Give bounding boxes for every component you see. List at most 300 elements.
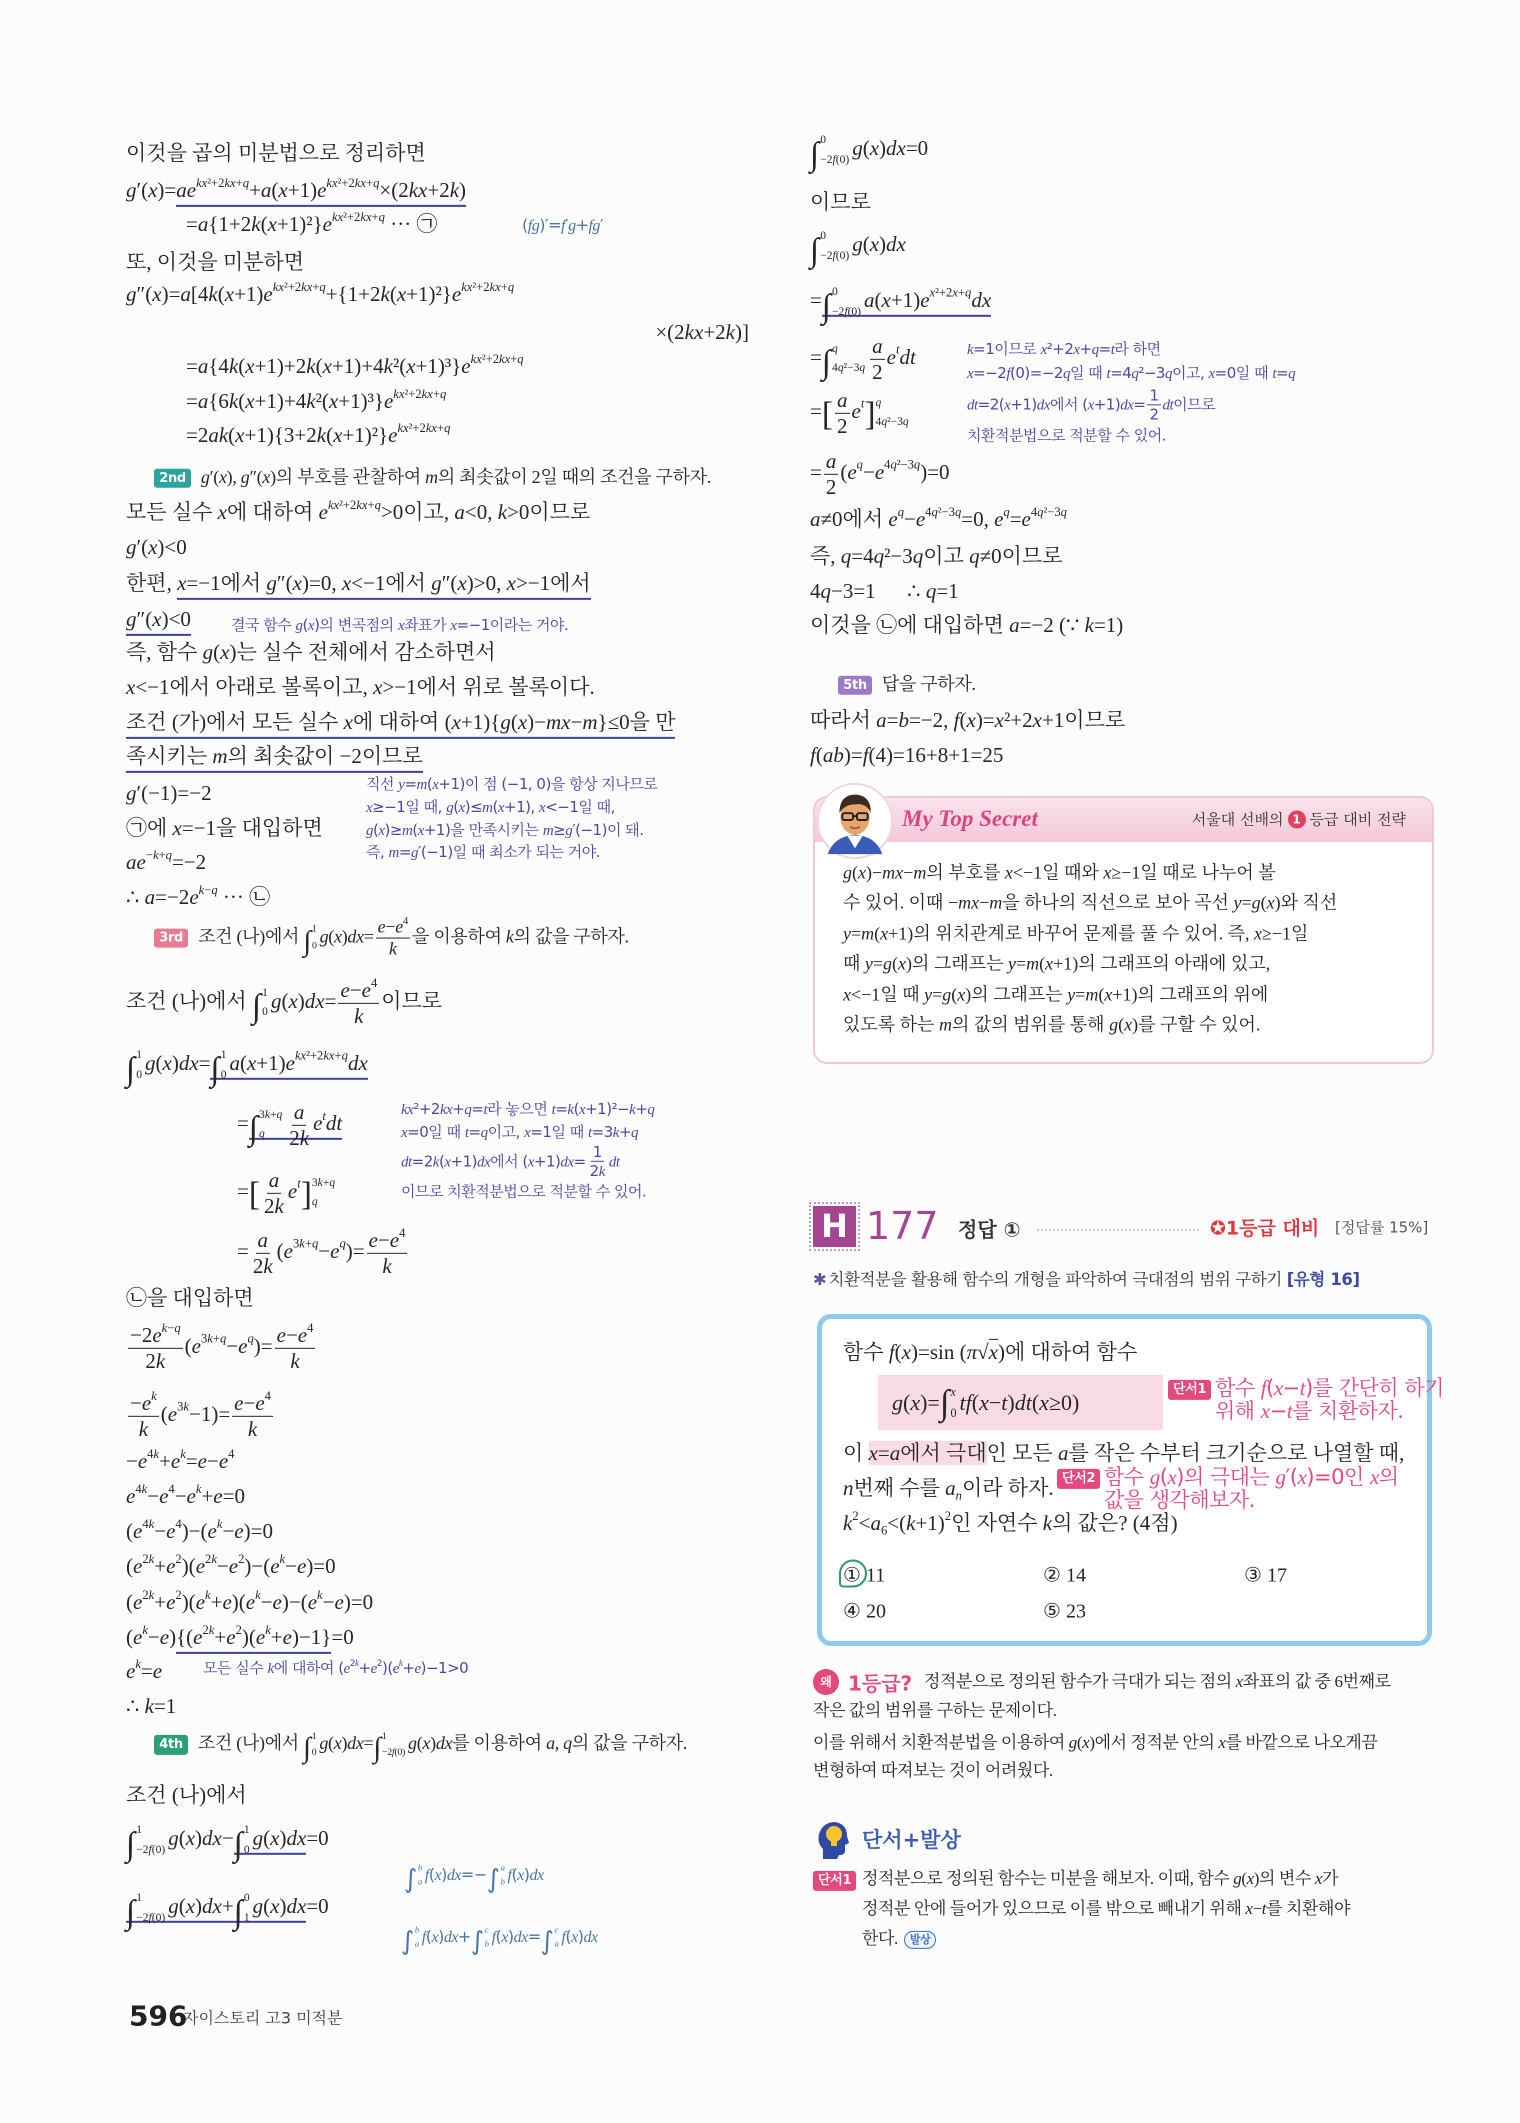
sup-math-fragment: −k+q [145, 847, 172, 862]
sup-math-fragment: 2 [175, 1551, 182, 1566]
sup-math-fragment [247, 1332, 253, 1346]
v-math-fragment: k [251, 211, 261, 236]
v-math-fragment: g [240, 466, 250, 487]
v-math-fragment: q [259, 1128, 265, 1141]
k-math-fragment: 의 [951, 1014, 970, 1036]
v-math-fragment: x [1297, 1464, 1307, 1489]
topic-text: 치환적분을 활용해 함수의 개형을 파악하여 극대점의 범위 구하기 [828, 1270, 1287, 1289]
v-math-fragment: kx [461, 279, 473, 294]
v-math-fragment: x [1082, 1732, 1090, 1752]
v-math-fragment: x [333, 422, 343, 447]
k-math-fragment: 있어 [864, 892, 900, 914]
v-math-fragment: k [208, 1622, 215, 1637]
v-math-fragment: q [517, 351, 524, 366]
k-math-fragment: 하자 [1007, 1475, 1049, 1500]
v-math-fragment: x [1004, 862, 1013, 883]
line-through-note: x≥−1일 때, g(x)≤m(x+1), x<−1일 때, [366, 798, 615, 817]
k-math-fragment: 극대가 [1111, 1671, 1160, 1692]
k-math-fragment: 의 [926, 862, 944, 884]
den-math-fragment: 2k [252, 1253, 273, 1278]
sup-math-fragment: kx²+2kx+q [393, 386, 447, 401]
k-math-fragment: 에 [897, 612, 918, 637]
page-number: 596 [129, 1999, 188, 2033]
choice-3[interactable] [1244, 1563, 1287, 1588]
sup-math-fragment: 2 [238, 1551, 245, 1566]
k-math-fragment: 나 [178, 1782, 200, 1807]
v-math-fragment: q [897, 504, 904, 519]
k-math-fragment: 에서 [385, 570, 426, 595]
k-math-fragment: 를 [1068, 1440, 1089, 1465]
line-through-note: 직선 y=m(x+1)이 점 (−1, 0)을 항상 지나므로 [366, 775, 658, 794]
v-math-fragment: a [554, 1938, 559, 1949]
k-math-fragment: 때와 [1064, 862, 1099, 884]
lsup-math-fragment: 1 [136, 1891, 142, 1904]
v-math-fragment: dt [608, 1154, 620, 1171]
lsub-math-fragment: 0 [220, 1068, 227, 1081]
lim-math-fragment [501, 1863, 505, 1887]
v-math-fragment: k [265, 1622, 271, 1637]
k-math-fragment: 이것을 [810, 612, 871, 637]
k-math-fragment: 어려웠다 [984, 1760, 1049, 1781]
v-math-fragment: y [843, 923, 851, 944]
k-math-fragment: 밖으로 [1105, 1898, 1154, 1919]
v-math-fragment: a [293, 1099, 305, 1124]
k-math-fragment: 크기순으로 [1205, 1440, 1308, 1465]
senior-avatar-icon [816, 782, 894, 860]
v-math-fragment: q [881, 416, 888, 429]
k-math-fragment: 이므로 [529, 499, 591, 524]
k-math-fragment: 안에 [913, 1898, 946, 1919]
v-math-fragment: e [395, 916, 403, 937]
difficulty-text: 1등급 대비 [1225, 1217, 1320, 1240]
k-math-fragment: 또 [126, 249, 147, 274]
k-math-fragment: 의 [513, 926, 531, 948]
ul-math-fragment [248, 1099, 343, 1150]
solution-line: $=a\{4k(x+1)+2k(x+1)+4k^2(x+1)^3\}e^{kx^2+2kx+q}$ [186, 351, 524, 378]
k-math-fragment: 빼내기 [1157, 1898, 1206, 1919]
substitution-note: dt=2(x+1)dx에서 (x+1)dx= $\frac{1}{2}$ dt이므로 [967, 386, 1216, 424]
int-math-fragment: ∫ [373, 1731, 381, 1764]
solution-line: =[ $\frac{a}{2}$ $e^t$] q 4q²−3q [810, 387, 909, 438]
v-math-fragment: e [263, 281, 273, 306]
clue-badge: 단서1 [1168, 1380, 1211, 1400]
v-math-fragment: x [457, 570, 467, 595]
v-math-fragment: x [245, 353, 255, 378]
v-math-fragment: x [270, 1826, 280, 1851]
frac-math-fragment [1147, 387, 1160, 422]
v-math-fragment: g [319, 1732, 329, 1753]
k-math-fragment: 점 [483, 775, 498, 794]
k-math-fragment: 항상 [569, 775, 598, 794]
frac-math-fragment [835, 389, 850, 437]
clue-1-text: 위해 x−t를 치환하자. [1215, 1398, 1404, 1423]
top-secret-title: My Top Secret [902, 806, 1038, 831]
k-math-fragment: 대하여 [252, 499, 314, 524]
v-math-fragment: q [563, 1732, 572, 1753]
sup-math-fragment [217, 1517, 223, 1531]
v-math-fragment: a [870, 1510, 881, 1535]
lsup-math-fragment: 1 [311, 923, 317, 935]
k-math-fragment: 치환적분법을 [900, 1732, 997, 1753]
k-math-fragment: 한다 [862, 1928, 895, 1949]
k-math-fragment: 가 [1321, 1868, 1339, 1889]
k-math-fragment: 일 [1235, 364, 1250, 383]
v-math-fragment: g [446, 800, 454, 817]
k-math-fragment: 때로 [1162, 862, 1198, 884]
k-math-fragment: 인 [986, 1440, 1007, 1465]
k-math-fragment: 볼 [1258, 862, 1276, 884]
v-math-fragment: y [398, 777, 405, 794]
k-math-fragment: 함수 [1197, 1868, 1230, 1889]
k-math-fragment: 조건 [126, 709, 167, 734]
lsub-math-fragment [415, 1939, 419, 1949]
lsub-math-fragment: 4q²−3q [875, 416, 909, 429]
k-math-fragment: 조건을 [600, 466, 652, 488]
k-math-fragment: 실수 [235, 1659, 264, 1678]
v-math-fragment: e [287, 1178, 298, 1203]
k-math-fragment: 만 [655, 709, 676, 734]
k-math-fragment: 의 [319, 616, 334, 635]
v-math-fragment: e [234, 1518, 244, 1543]
v-math-fragment: x [343, 709, 353, 734]
type-tag: [유형 16] [1286, 1270, 1360, 1289]
sup-math-fragment [151, 1389, 157, 1403]
num-math-fragment: $-2e^{k-q}$ [130, 1320, 181, 1347]
int-math-fragment: ∫ [404, 1863, 417, 1894]
k-math-fragment: 모든 [126, 499, 167, 524]
v-math-fragment: k [843, 1510, 853, 1535]
solution-line: 즉, q=4q²−3q이고 q≠0이므로 [810, 543, 1063, 568]
v-math-fragment: t [588, 1125, 592, 1142]
k-math-fragment: 에 [147, 815, 168, 840]
v-math-fragment: kx [425, 420, 438, 435]
k-math-fragment: 를 [1266, 1898, 1283, 1919]
v-math-fragment: x [224, 281, 235, 306]
sup-math-fragment [857, 458, 863, 472]
v-math-fragment: e [915, 506, 926, 531]
lsup-math-fragment: 0 [820, 229, 826, 242]
v-math-fragment: g [126, 177, 137, 202]
lsup-math-fragment [555, 1925, 559, 1935]
lim-math-fragment [221, 1050, 227, 1081]
v-math-fragment: x [988, 1339, 998, 1364]
v-math-fragment: a [945, 1475, 956, 1500]
k-math-fragment: 직선 [366, 775, 394, 794]
step-text: 조건 (나)에서 ∫ 1 0 g(x)dx= $\frac{e-e^4}{k}$ 을 이용하여 k의 값을 구하자. [198, 914, 629, 959]
choice-4[interactable] [843, 1599, 886, 1624]
k-math-fragment: 값을 [534, 926, 570, 948]
k-math-fragment: 값을 [593, 1732, 628, 1754]
den-math-fragment: 2k [264, 1193, 284, 1218]
sup-math-fragment: 4 [370, 975, 378, 990]
v-math-fragment: f [507, 1866, 512, 1884]
v-math-fragment: e [195, 1553, 206, 1578]
lsup-math-fragment [415, 1925, 419, 1935]
k-math-fragment: 을 [147, 1285, 168, 1310]
v-math-fragment: x [1260, 1398, 1270, 1423]
k-math-fragment: 나 [242, 926, 260, 948]
v-math-fragment: q [378, 209, 385, 224]
v-math-fragment: x [1073, 342, 1080, 359]
v-math-fragment: x [843, 984, 851, 1005]
v-math-fragment: x [979, 1389, 989, 1415]
v-math-fragment: f [391, 1747, 395, 1759]
k-math-fragment: 구하는 [936, 1700, 985, 1721]
v-math-fragment: k [155, 1348, 166, 1373]
k-math-fragment: 일 [880, 984, 898, 1006]
k-math-fragment: 의 [1259, 1868, 1276, 1889]
choice-1[interactable] [843, 1563, 885, 1588]
num-math-fragment [292, 1101, 307, 1126]
v-math-fragment: x [929, 286, 936, 301]
v-math-fragment: x [245, 388, 255, 413]
v-math-fragment: t [1106, 366, 1111, 383]
v-math-fragment: mx [546, 709, 571, 734]
v-math-fragment: x [451, 709, 461, 734]
v-math-fragment: f [888, 1339, 895, 1364]
k-math-fragment: 이고 [487, 1123, 516, 1142]
substitution-note: 치환적분법으로 적분할 수 있어. [967, 426, 1167, 445]
v-math-fragment: e [886, 344, 896, 369]
v-math-fragment: q [859, 362, 866, 375]
v-math-fragment: x [172, 815, 182, 840]
v-math-fragment: dt [1162, 397, 1174, 414]
lsub-math-fragment: −2f(0) [820, 153, 850, 166]
v-math-fragment: a [864, 288, 875, 313]
int-math-fragment: ∫ [810, 135, 820, 173]
k-math-fragment: 에서 [264, 1732, 299, 1754]
v-math-fragment: q [1003, 504, 1010, 519]
k-math-fragment: 있고 [1230, 953, 1266, 975]
k-math-fragment: 미분하면 [222, 249, 305, 274]
choice-5[interactable] [1043, 1599, 1086, 1624]
num-math-fragment [824, 450, 839, 475]
k-math-fragment: 바꾸어 [1026, 923, 1079, 945]
sup-math-fragment: 2 [852, 1508, 859, 1523]
k-math-fragment: 치환해야 [1285, 1898, 1351, 1919]
k-math-fragment: 을 [216, 815, 237, 840]
top-secret-subtitle [1192, 809, 1406, 830]
k-math-fragment: 이므로 [810, 189, 871, 214]
choice-number: ③ [1244, 1564, 1262, 1587]
lsup-math-fragment: 3k+q [259, 1108, 283, 1121]
k-math-fragment: 의 [275, 466, 293, 488]
lim-math-fragment [820, 231, 849, 262]
v-math-fragment: t [1261, 1898, 1267, 1918]
solution-line: $g'(x)=ae^{kx^2+2kx+q}+a(x+1)e^{kx^2+2kx+q}\times(2kx+2k)$ [126, 177, 466, 203]
k-math-fragment: 을 [1002, 892, 1020, 914]
big-math-fragment: [ [248, 1176, 261, 1214]
k-math-fragment: 이것을 [156, 249, 218, 274]
v-math-fragment: e [218, 1448, 229, 1473]
k-math-fragment: 하는 [899, 1014, 935, 1036]
v-math-fragment: e [383, 388, 394, 413]
k-math-fragment: 대하여 [378, 709, 440, 734]
frac-math-fragment [824, 450, 839, 498]
lsub-math-fragment [418, 1877, 422, 1887]
k-math-fragment: 조건 [197, 1732, 233, 1754]
k-math-fragment: 수 [1199, 1014, 1217, 1036]
den-math-fragment: 2k [145, 1348, 166, 1373]
v-math-fragment: y [1233, 892, 1242, 913]
lim-math-fragment [244, 1893, 250, 1924]
k-math-fragment: 를 [1138, 1014, 1156, 1036]
sup-math-fragment: 4q²−3q [884, 457, 921, 472]
v-math-fragment: e [166, 1518, 176, 1543]
sup-math-fragment: 4 [307, 1320, 314, 1335]
ul-math-fragment: ∫ 1 0 g(x)dx [233, 1823, 307, 1863]
v-math-fragment: k [228, 353, 239, 378]
v-math-fragment: e [207, 1518, 217, 1543]
sup-math-fragment: 4k [135, 1481, 148, 1496]
lim-math-fragment [418, 1863, 422, 1887]
sup-math-fragment: k−q [198, 882, 218, 897]
step-3-heading [129, 895, 629, 982]
k-math-fragment: 안의 [1182, 1732, 1215, 1753]
v-math-fragment: e [318, 499, 328, 524]
k-math-fragment: 있어 [1221, 1014, 1256, 1036]
v-math-fragment: g [366, 823, 373, 840]
top-secret-line: g(x)−mx−m의 부호를 x<−1일 때와 x≥−1일 때로 나누어 볼 [843, 862, 1276, 884]
solution-line: =∫ 0 −2f(0) $a(x+1)e^{x^2+2x+q}dx$ [810, 285, 992, 325]
v-math-fragment: x [422, 1732, 431, 1753]
book-title: 자이스토리 고3 미적분 [183, 2008, 343, 2028]
v-math-fragment: e [377, 916, 386, 937]
sup-math-fragment [255, 1588, 261, 1602]
v-math-fragment: kx [408, 177, 428, 202]
substitution-note: 이므로 치환적분법으로 적분할 수 있어. [401, 1182, 647, 1201]
problem-box [817, 1314, 1444, 1646]
lim-math-fragment [555, 1925, 559, 1949]
lsub-math-fragment: 0 [136, 1068, 142, 1081]
solution-line: ∴ k=1 [126, 1693, 177, 1718]
k-math-fragment: 모든 [203, 1659, 231, 1678]
v-math-fragment: f [561, 1928, 566, 1946]
v-math-fragment: a [454, 499, 465, 524]
den-math-fragment [380, 1254, 393, 1278]
v-math-fragment: a [546, 1732, 555, 1753]
k-math-fragment: 이때 [1157, 1868, 1190, 1889]
v-math-fragment: f [844, 305, 848, 318]
v-math-fragment: e [361, 977, 371, 1002]
v-math-fragment: dx [304, 988, 325, 1013]
v-math-fragment: k [497, 499, 508, 524]
v-math-fragment: g [408, 1732, 417, 1753]
v-math-fragment: k [152, 847, 159, 862]
sup-math-fragment: 4q²−3q [925, 504, 962, 519]
lim-math-fragment [415, 1925, 419, 1949]
v-math-fragment: q [925, 578, 937, 603]
den-math-fragment [288, 1349, 301, 1373]
v-math-fragment: kx [327, 497, 340, 512]
sup-math-fragment [142, 1623, 148, 1637]
k-math-fragment: 답을 [881, 673, 917, 695]
sup-math-fragment: kx²+2kx+q [327, 497, 381, 512]
v-math-fragment: g [843, 862, 852, 883]
v-math-fragment: x [328, 388, 339, 413]
v-math-fragment: a [144, 884, 156, 909]
v-math-fragment: x [571, 1928, 578, 1946]
v-math-fragment: g [252, 1894, 264, 1919]
den-math-fragment [352, 1004, 365, 1028]
v-math-fragment: m [861, 923, 875, 944]
v-math-fragment: x [952, 286, 958, 301]
clue-2-badge [1057, 1464, 1100, 1490]
k-math-fragment: 때의 [561, 466, 596, 488]
k-math-fragment: 의 [1078, 953, 1096, 975]
v-math-fragment: g [500, 709, 511, 734]
v-math-fragment: x [148, 177, 158, 202]
k-math-fragment: 의 [571, 1732, 589, 1754]
choice-2[interactable] [1043, 1563, 1086, 1588]
solution-line: ∫ 1 0 g(x)dx=∫ 1 0 $a(x+1)e^{kx^2+2kx+q}dx$ [126, 1048, 368, 1088]
v-math-fragment: k [383, 353, 393, 378]
v-math-fragment: e [283, 1238, 293, 1263]
ul-math-fragment: ∫ 0 −2f(0) $a(x+1)e^{x^2+2x+q}dx$ [821, 285, 992, 325]
lsub-math-fragment [485, 1939, 489, 1949]
k-math-fragment: 변수 [1278, 1868, 1311, 1889]
lsub-math-fragment: −2f(0) [832, 305, 862, 318]
k-math-fragment: 볼록이다 [508, 674, 590, 699]
v-math-fragment: dx [886, 232, 906, 257]
k-math-fragment: 이 [606, 821, 621, 840]
v-math-fragment: x [333, 1732, 342, 1753]
v-math-fragment: k [299, 1125, 310, 1150]
v-math-fragment: e [343, 1661, 350, 1678]
v-math-fragment: k [388, 938, 397, 959]
v-math-fragment: q [873, 543, 885, 568]
v-math-fragment: m [542, 823, 554, 840]
v-math-fragment: q [464, 1102, 472, 1119]
k-math-fragment: 이용하여 [1000, 1732, 1065, 1753]
k-math-fragment: 정적분 [1130, 1732, 1179, 1753]
solution-line: 또, 이것을 미분하면 [126, 249, 305, 274]
v-math-fragment: kx [397, 420, 409, 435]
v-math-fragment: g [883, 953, 893, 974]
k-math-fragment: 들어가 [949, 1898, 998, 1919]
sup-math-fragment [1003, 505, 1009, 519]
lsub-math-fragment: −2f(0) [820, 249, 850, 262]
v-math-fragment: x [126, 674, 136, 699]
idea-tag: 발상 [904, 1931, 936, 1949]
k-math-fragment: 에 [352, 709, 374, 734]
k-math-fragment: 범위를 [884, 1700, 933, 1721]
lsub-math-fragment: 0 [311, 940, 317, 952]
k-math-fragment: 치환하자 [1318, 1398, 1398, 1423]
k-math-fragment: 함수 [263, 616, 292, 635]
v-math-fragment: dx [286, 1894, 307, 1919]
v-math-fragment: a [1058, 1440, 1069, 1465]
v-math-fragment: x [1208, 366, 1215, 383]
num-math-fragment [256, 1229, 271, 1254]
v-math-fragment: e [141, 1390, 152, 1415]
frac-math-fragment [232, 1388, 273, 1441]
v-math-fragment: x [406, 353, 416, 378]
v-math-fragment: g [1275, 1464, 1286, 1489]
v-math-fragment: e [847, 459, 857, 484]
choice-value: 17 [1266, 1564, 1287, 1587]
k-math-fragment: 미분을 [1049, 1868, 1098, 1889]
k-math-fragment: 이 [843, 1440, 864, 1465]
v-math-fragment: t [322, 1108, 326, 1123]
choice-number: ⑤ [1043, 1600, 1061, 1623]
v-math-fragment: f [810, 742, 816, 767]
sup-math-fragment: kx²+2kx+q [331, 209, 385, 224]
v-math-fragment: f [560, 217, 565, 235]
frac-math-fragment [275, 1320, 316, 1373]
v-math-fragment: e [133, 1518, 143, 1543]
lim-math-fragment [136, 1825, 165, 1856]
